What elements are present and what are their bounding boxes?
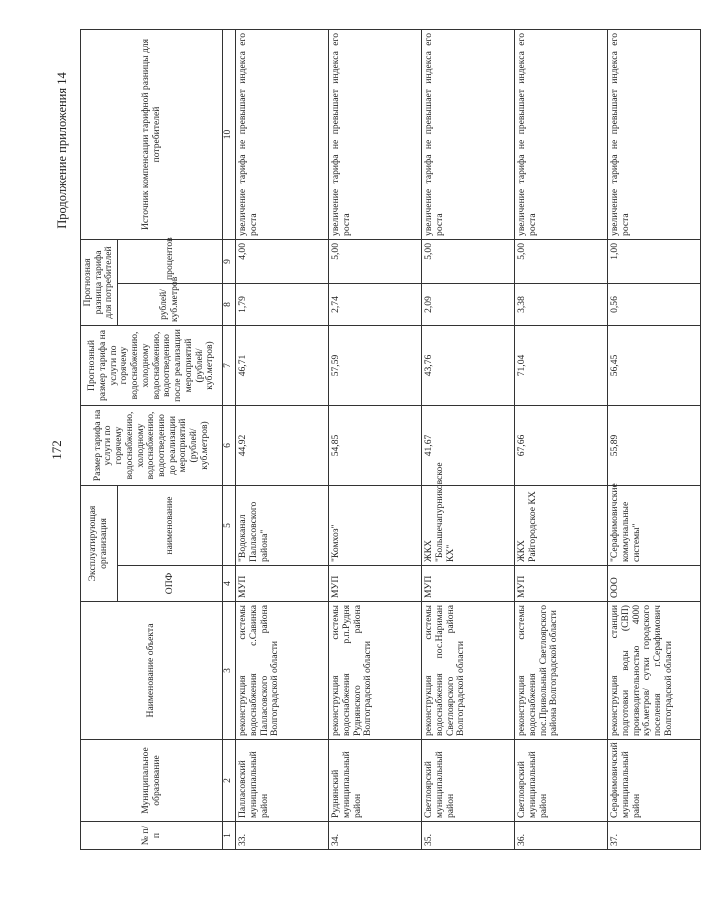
row-diff-rub: 3,38 <box>515 283 608 325</box>
row-object: реконструкция станции подготовки воды (СВП) производительностью 4000 куб.метров/ сутки городского поселения г.Серафимович Волгоградской области <box>608 602 701 740</box>
table-row <box>236 29 329 849</box>
header-diff: Прогнозная разница тарифа для потребителей <box>81 239 118 325</box>
row-tariff-before: 55,89 <box>608 405 701 485</box>
row-diff-rub: 1,79 <box>236 283 329 325</box>
header-tariff-before: Размер тарифа на услуги по горячему водоснабжению, холодному водоснабжению, водоотведению до реализации мероприятий (рублей/ куб.метров) <box>81 405 223 485</box>
row-source: увеличение тарифа не превышает индекса его роста <box>515 29 608 239</box>
header-num: № п/п <box>81 822 223 850</box>
table-row <box>329 29 422 849</box>
row-operator-name: ЖКХ Райгородское КХ <box>515 485 608 565</box>
row-operator-name: "Комхоз" <box>329 485 422 565</box>
row-source: увеличение тарифа не превышает индекса его роста <box>329 29 422 239</box>
row-num: 34. <box>329 822 422 850</box>
row-tariff-before: 67,66 <box>515 405 608 485</box>
row-object: реконструкция системы водоснабжения пос.Нариман Светлоярского района Волгоградской области <box>422 602 515 740</box>
row-municipality: Руднянский муниципальный район <box>329 740 422 822</box>
table-row <box>515 29 608 849</box>
row-tariff-before: 54,85 <box>329 405 422 485</box>
row-diff-pct: 5,00 <box>422 239 515 283</box>
row-tariff-after: 43,76 <box>422 325 515 405</box>
column-number-row <box>223 29 236 849</box>
row-num: 33. <box>236 822 329 850</box>
row-municipality: Светлоярский муниципальный район <box>515 740 608 822</box>
row-operator-name: ЖКХ "Большечапурниковское КХ" <box>422 485 515 565</box>
row-tariff-after: 56,45 <box>608 325 701 405</box>
table-row <box>608 29 701 849</box>
row-municipality: Палласовский муниципальный район <box>236 740 329 822</box>
col-number: 10 <box>223 29 236 239</box>
row-operator-name: "Серафимовичские коммунальные системы" <box>608 485 701 565</box>
row-opf: МУП <box>515 566 608 602</box>
row-num: 35. <box>422 822 515 850</box>
row-object: реконструкция системы водоснабжения пос.Привольный Светлоярского района Волгоградской области <box>515 602 608 740</box>
row-source: увеличение тарифа не превышает индекса его роста <box>422 29 515 239</box>
row-source: увеличение тарифа не превышает индекса его роста <box>608 29 701 239</box>
col-number: 3 <box>223 602 236 740</box>
header-municipality: Муниципальное образование <box>81 740 223 822</box>
row-tariff-after: 71,04 <box>515 325 608 405</box>
table-row <box>422 29 515 849</box>
row-operator-name: "Водоканал Палласовского района" <box>236 485 329 565</box>
row-opf: МУП <box>329 566 422 602</box>
row-diff-pct: 4,00 <box>236 239 329 283</box>
row-diff-rub: 2,74 <box>329 283 422 325</box>
row-object: реконструкция системы водоснабжения с.Савинка Палласовского района Волгоградской области <box>236 602 329 740</box>
col-number: 2 <box>223 740 236 822</box>
row-source: увеличение тарифа не превышает индекса его роста <box>236 29 329 239</box>
col-number: 7 <box>223 325 236 405</box>
page-number: 172 <box>49 440 64 460</box>
row-diff-pct: 5,00 <box>515 239 608 283</box>
row-num: 36. <box>515 822 608 850</box>
row-municipality: Серафимовичский муниципальный район <box>608 740 701 822</box>
header-operator: Эксплуатирующая организация <box>81 485 118 601</box>
row-diff-pct: 5,00 <box>329 239 422 283</box>
col-number: 8 <box>223 283 236 325</box>
header-diff-pct: процентов <box>118 239 223 283</box>
row-tariff-after: 57,59 <box>329 325 422 405</box>
col-number: 1 <box>223 822 236 850</box>
col-number: 9 <box>223 239 236 283</box>
row-opf: МУП <box>236 566 329 602</box>
header-object: Наименование объекта <box>81 602 223 740</box>
tariff-table <box>80 29 701 850</box>
col-number: 4 <box>223 566 236 602</box>
col-number: 5 <box>223 485 236 565</box>
row-diff-rub: 2,09 <box>422 283 515 325</box>
col-number: 6 <box>223 405 236 485</box>
row-opf: МУП <box>422 566 515 602</box>
header-diff-rub: рублей/ куб.метров <box>118 283 223 325</box>
row-tariff-before: 44,92 <box>236 405 329 485</box>
row-num: 37. <box>608 822 701 850</box>
header-opf: ОПФ <box>118 566 223 602</box>
row-tariff-before: 41,67 <box>422 405 515 485</box>
continuation-title: Продолжение приложения 14 <box>54 71 69 229</box>
row-tariff-after: 46,71 <box>236 325 329 405</box>
tariff-table-area <box>80 30 674 850</box>
row-municipality: Светлоярский муниципальный район <box>422 740 515 822</box>
header-source: Источник компенсации тарифной разницы для потребителей <box>81 29 223 239</box>
row-object: реконструкция системы водоснабжения р.п.Рудня Руднянского района Волгоградской области <box>329 602 422 740</box>
row-opf: ООО <box>608 566 701 602</box>
row-diff-rub: 0,56 <box>608 283 701 325</box>
header-name: наименование <box>118 485 223 565</box>
header-tariff-after: Прогнозный размер тарифа на услуги по горячему водоснабжению, холодному водоснабжению, водоотведению после реализации мероприятий (рублей/ куб.метров) <box>81 325 223 405</box>
row-diff-pct: 1,00 <box>608 239 701 283</box>
